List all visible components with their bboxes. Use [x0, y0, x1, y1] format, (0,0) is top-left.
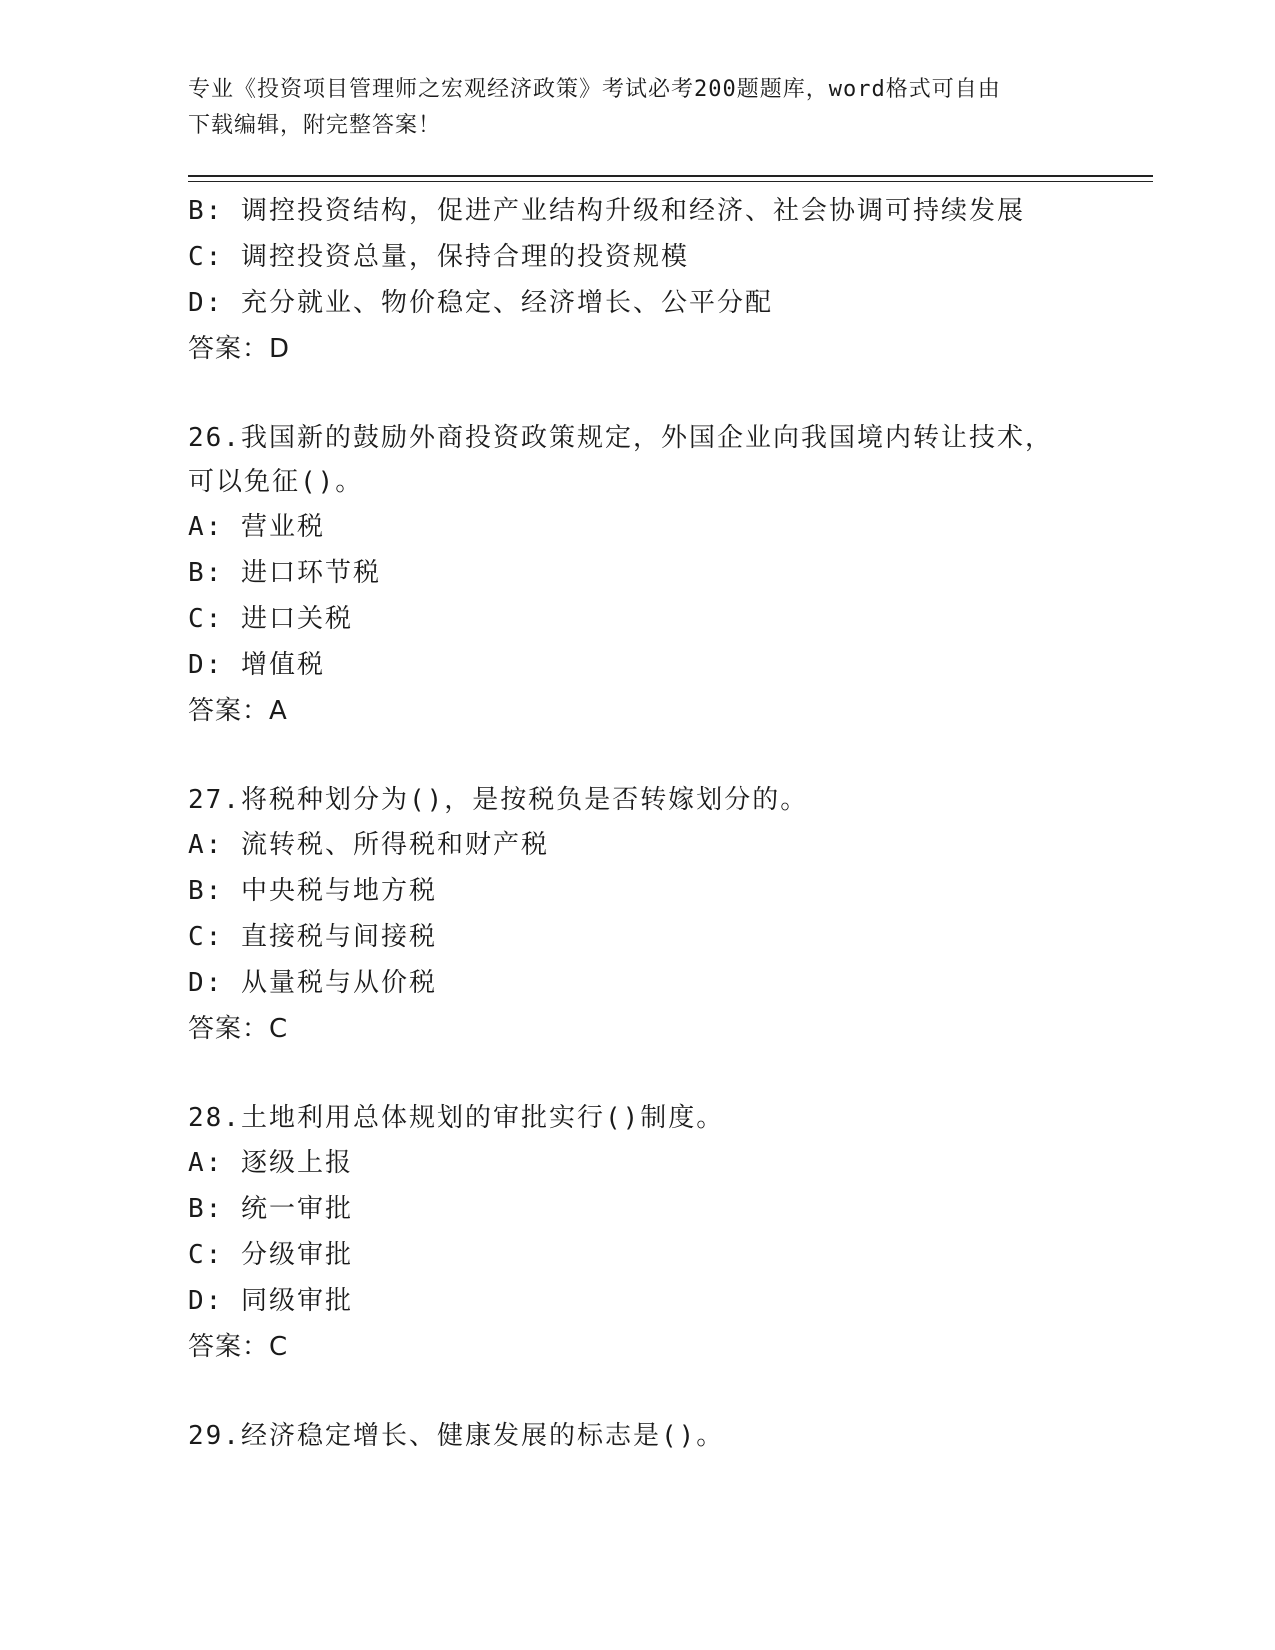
header-line-1: 专业《投资项目管理师之宏观经济政策》考试必考200题题库，word格式可自由 — [188, 77, 1001, 102]
question-29-block — [188, 1414, 1148, 1458]
q27-option-a: A: 流转税、所得税和财产税 — [188, 830, 549, 860]
header-rule-thin — [188, 181, 1153, 182]
q25-answer: 答案：D — [188, 334, 291, 364]
q28-option-c: C: 分级审批 — [188, 1240, 353, 1270]
q29-question: 29.经济稳定增长、健康发展的标志是()。 — [188, 1421, 725, 1451]
header-rule-thick — [188, 175, 1153, 177]
question-26-block — [188, 416, 1148, 734]
spacer — [188, 1370, 1148, 1414]
question-27-block — [188, 778, 1148, 1052]
q28-answer: 答案：C — [188, 1332, 289, 1362]
spacer — [188, 372, 1148, 416]
spacer — [188, 734, 1148, 778]
spacer — [188, 1052, 1148, 1096]
document-header — [188, 72, 1088, 144]
question-list — [188, 188, 1148, 1458]
q26-answer: 答案：A — [188, 696, 288, 726]
q27-answer: 答案：C — [188, 1014, 289, 1044]
q26-option-b: B: 进口环节税 — [188, 558, 381, 588]
q28-option-d: D: 同级审批 — [188, 1286, 353, 1316]
q26-option-a: A: 营业税 — [188, 512, 325, 542]
q28-question: 28.土地利用总体规划的审批实行()制度。 — [188, 1103, 725, 1133]
q26-question-line-2: 可以免征()。 — [188, 467, 364, 497]
q25-option-d: D: 充分就业、物价稳定、经济增长、公平分配 — [188, 288, 773, 318]
q25-option-b: B: 调控投资结构，促进产业结构升级和经济、社会协调可持续发展 — [188, 196, 1025, 226]
q27-question: 27.将税种划分为()，是按税负是否转嫁划分的。 — [188, 785, 809, 815]
q25-option-c: C: 调控投资总量，保持合理的投资规模 — [188, 242, 689, 272]
header-line-2: 下载编辑，附完整答案！ — [188, 113, 442, 138]
q26-question-line-1: 26.我国新的鼓励外商投资政策规定，外国企业向我国境内转让技术， — [188, 423, 1053, 453]
q27-option-c: C: 直接税与间接税 — [188, 922, 437, 952]
q27-option-b: B: 中央税与地方税 — [188, 876, 437, 906]
question-28-block — [188, 1096, 1148, 1370]
q26-option-d: D: 增值税 — [188, 650, 325, 680]
q28-option-a: A: 逐级上报 — [188, 1148, 353, 1178]
q27-option-d: D: 从量税与从价税 — [188, 968, 437, 998]
question-25-block — [188, 188, 1148, 372]
q26-option-c: C: 进口关税 — [188, 604, 353, 634]
q28-option-b: B: 统一审批 — [188, 1194, 353, 1224]
